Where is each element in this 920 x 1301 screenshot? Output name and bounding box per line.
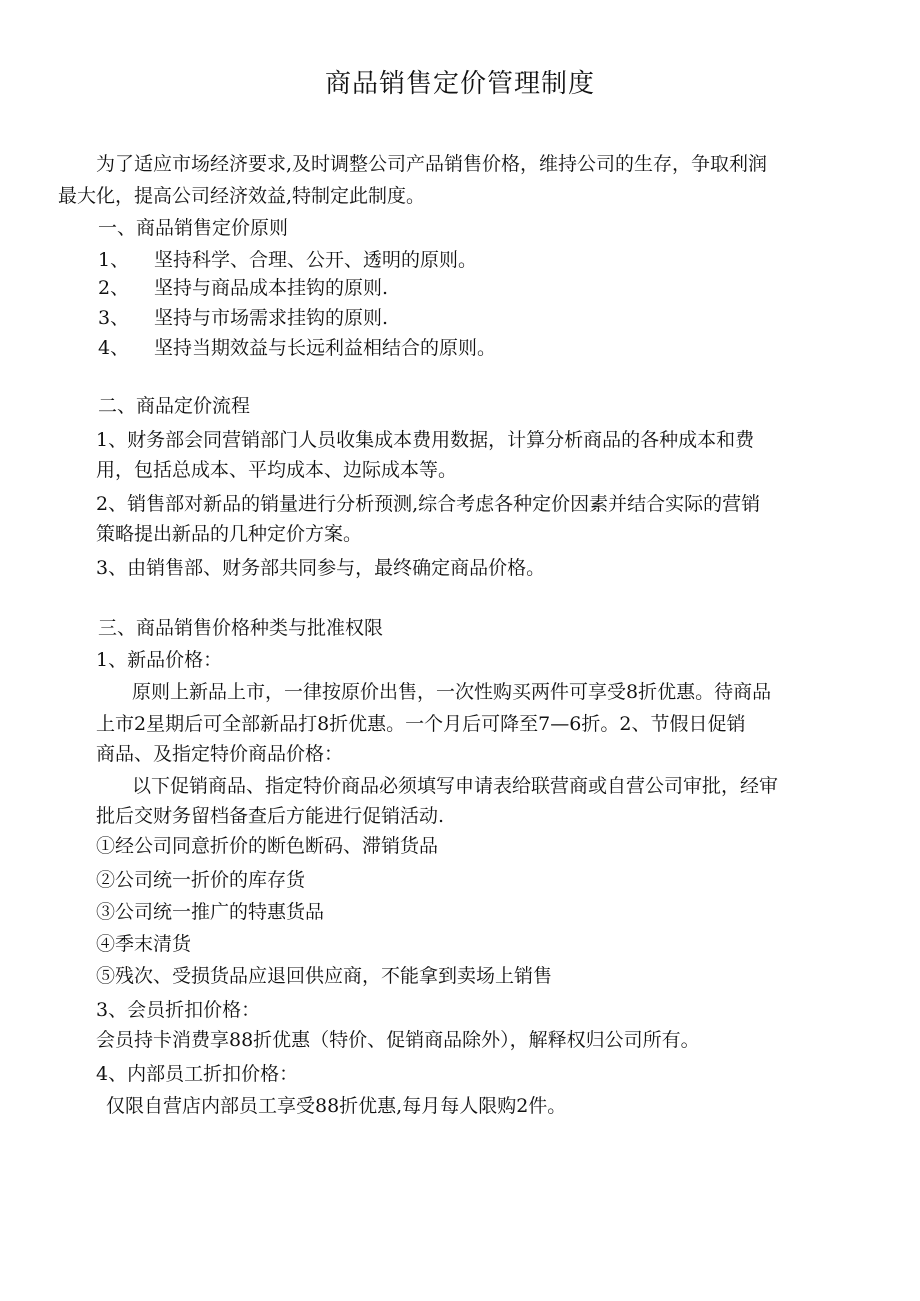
section3-member-discount-line: 会员持卡消费享88折优惠（特价、促销商品除外），解释权归公司所有。	[96, 1029, 700, 1051]
section1-item-4	[98, 332, 496, 364]
item-text: 坚持当期效益与长远利益相结合的原则。	[154, 337, 497, 359]
section3-new-product-line-2: 上市2星期后可全部新品打8折优惠。一个月后可降至7—6折。2、节假日促销	[96, 713, 746, 735]
item-number: 4、	[98, 337, 130, 359]
section3-subheading-1: 1、新品价格：	[96, 649, 223, 671]
section2-paragraph-2-line-2: 策略提出新品的几种定价方案。	[96, 523, 363, 545]
document-title: 商品销售定价管理制度	[324, 69, 595, 99]
section1-item-3	[98, 302, 388, 334]
section3-subheading-4: 4、内部员工折扣价格：	[96, 1063, 299, 1085]
item-text: 坚持与市场需求挂钩的原则.	[154, 307, 389, 329]
section3-subheading-3: 3、会员折扣价格：	[96, 999, 261, 1021]
section1-item-2	[98, 272, 388, 304]
section3-list-item-2: ②公司统一折价的库存货	[96, 869, 306, 891]
item-number: 1、	[98, 249, 130, 271]
section2-paragraph-2-line-1: 2、销售部对新品的销量进行分析预测,综合考虑各种定价因素并结合实际的营销	[96, 493, 761, 515]
item-text: 坚持与商品成本挂钩的原则.	[154, 277, 389, 299]
item-text: 坚持科学、合理、公开、透明的原则。	[154, 249, 478, 271]
section3-heading: 三、商品销售价格种类与批准权限	[98, 617, 384, 639]
section3-promotion-line-2: 批后交财务留档备查后方能进行促销活动.	[96, 805, 445, 827]
section3-staff-discount-line: 仅限自营店内部员工享受88折优惠,每月每人限购2件。	[106, 1095, 567, 1117]
section3-list-item-3: ③公司统一推广的特惠货品	[96, 901, 325, 923]
section3-list-item-5: ⑤残次、受损货品应退回供应商，不能拿到卖场上销售	[96, 965, 553, 987]
intro-line-1: 为了适应市场经济要求,及时调整公司产品销售价格，维持公司的生存，争取利润	[96, 153, 768, 175]
section2-paragraph-3: 3、由销售部、财务部共同参与，最终确定商品价格。	[96, 557, 546, 579]
section3-list-item-4: ④季末清货	[96, 933, 192, 955]
section2-paragraph-1-line-2: 用，包括总成本、平均成本、边际成本等。	[96, 459, 458, 481]
section2-paragraph-1-line-1: 1、财务部会同营销部门人员收集成本费用数据，计算分析商品的各种成本和费	[96, 429, 755, 451]
item-number: 3、	[98, 307, 130, 329]
intro-line-2: 最大化，提高公司经济效益,特制定此制度。	[58, 185, 426, 207]
section1-heading: 一、商品销售定价原则	[98, 217, 289, 239]
item-number: 2、	[98, 277, 130, 299]
section3-promotion-line-1: 以下促销商品、指定特价商品必须填写申请表给联营商或自营公司审批，经审	[132, 775, 779, 797]
section3-list-item-1: ①经公司同意折价的断色断码、滞销货品	[96, 835, 439, 857]
section3-new-product-line-3: 商品、及指定特价商品价格：	[96, 743, 344, 765]
section2-heading: 二、商品定价流程	[98, 395, 251, 417]
section3-new-product-line-1: 原则上新品上市，一律按原价出售，一次性购买两件可享受8折优惠。待商品	[132, 681, 772, 703]
